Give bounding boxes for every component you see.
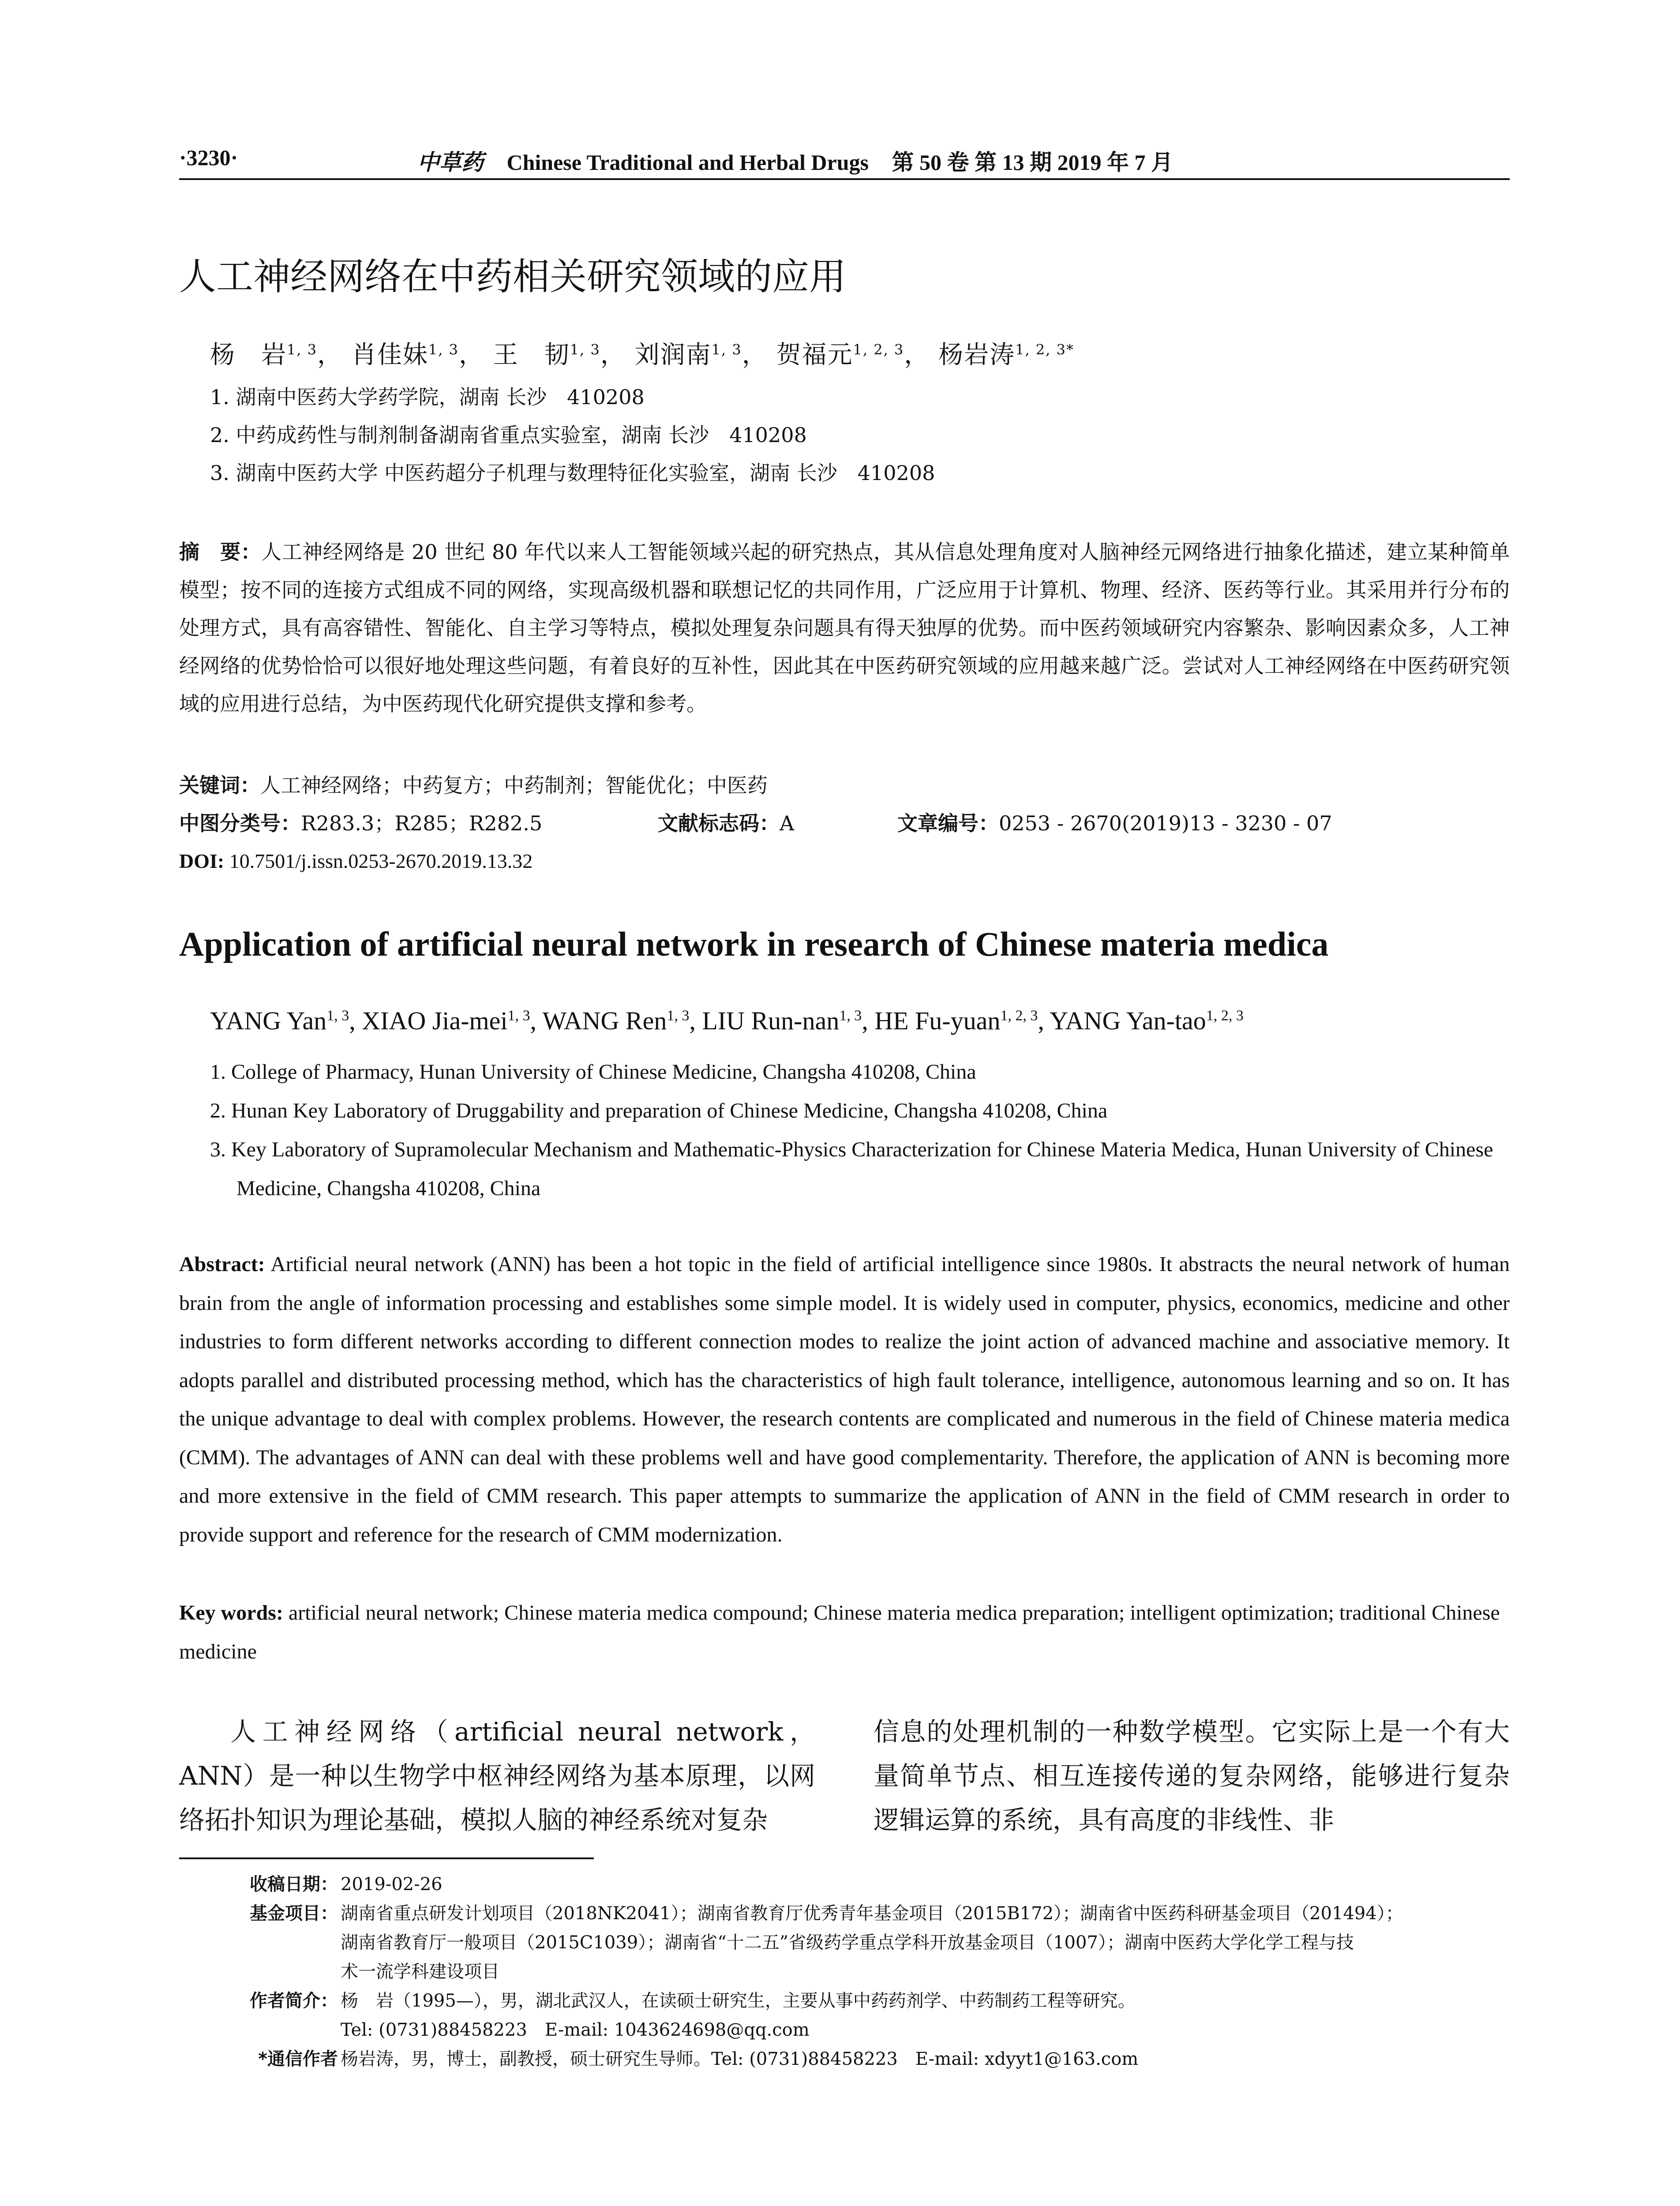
en-author-affil: 1, 3 [507,1007,530,1024]
en-affiliation: 3. Key Laboratory of Supramolecular Mechanism and Mathematic-Physics Characterization for Chinese Materia Medica, Hunan University of Chinese Medicine, Changsha 410208, China [210,1138,1493,1200]
cn-abstract [179,533,1510,723]
article-no-group [897,804,1332,842]
cn-author: 杨 岩 [210,341,287,369]
clc-label: 中图分类号： [179,811,301,835]
footnote-fund [179,1899,1510,1986]
en-keywords-label: Key words: [179,1601,283,1624]
cn-title: 人工神经网络在中药相关研究领域的应用 [179,255,847,298]
en-author-affil: 1, 3 [667,1007,690,1024]
en-keywords [179,1594,1510,1671]
fund-label: 基金项目： [250,1903,338,1924]
bio-line: 杨 岩（1995—），男，湖北武汉人，在读硕士研究生，主要从事中药药剂学、中药制药工程等研究。 [341,1991,1136,2011]
cn-author-affil: 1, 3 [711,341,742,358]
cn-keywords [179,766,1510,804]
en-affiliations [210,1053,1510,1208]
footnotes [179,1870,1510,2074]
fund-line: 术一流学科建设项目 [341,1962,499,1982]
clc-group [179,804,542,842]
en-affiliation: 2. Hunan Key Laboratory of Druggability and preparation of Chinese Medicine, Changsha 410208, China [210,1099,1108,1122]
en-author-affil: 1, 3 [839,1007,862,1024]
en-affiliation: 1. College of Pharmacy, Hunan University of Chinese Medicine, Changsha 410208, China [210,1060,976,1084]
bio-label: 作者简介： [250,1991,338,2011]
received-label: 收稿日期： [250,1874,338,1895]
fund-line: 湖南省教育厅一般项目（2015C1039）；湖南省“十二五”省级药学重点学科开放基金项目（1007）；湖南中医药大学化学工程与技 [341,1932,1354,1953]
cn-authors: 杨 岩$^{1, 3}$， 肖佳妹$^{1, 3}$， 王 韧$^{1, 3}$， 刘润南$^{1, 3}$， 贺福元$^{1, 2, 3}$， 杨岩涛$^{1, 2, 3*}$ [210,341,1074,369]
en-author: YANG Yan [210,1006,327,1035]
doc-code-group [658,804,794,842]
cn-author: 贺福元 [776,341,853,369]
received-value: 2019-02-26 [341,1874,442,1895]
en-keywords-text: artificial neural network; Chinese materia medica compound; Chinese materia medica preparation; intelligent optimization; traditional Chinese medicine [179,1601,1500,1663]
cn-author-affil: 1, 3 [287,341,318,358]
body-column-left: 人工神经网络（artificial neural network，ANN）是一种以生物学中枢神经网络为基本原理，以网络拓扑知识为理论基础，模拟人脑的神经系统对复杂 [179,1717,815,1835]
clc-value: R283.3；R285；R282.5 [301,811,543,835]
journal-line [417,145,1173,176]
doi-value: 10.7501/j.issn.0253-2670.2019.13.32 [229,850,533,872]
doi-label: DOI: [179,850,225,872]
cn-author-affil: 1, 3 [428,341,459,358]
cn-abstract-label: 摘 要： [179,540,262,564]
doc-code-label: 文献标志码： [658,811,780,835]
cn-author: 王 韧 [493,341,570,369]
fund-text [341,1899,1510,1986]
en-author: HE Fu-yuan [874,1006,1001,1035]
bio-line: Tel: (0731)88458223 E-mail: 1043624698@qq.com [341,2020,810,2040]
bio-text [341,1986,1510,2045]
fund-line: 湖南省重点研发计划项目（2018NK2041）；湖南省教育厅优秀青年基金项目（2015B172）；湖南省中医药科研基金项目（201494）； [341,1903,1403,1924]
footnote-bio [179,1986,1510,2045]
cn-affiliation: 2. 中药成药性与制剂制备湖南省重点实验室，湖南 长沙 410208 [210,423,807,447]
doi-line [179,842,532,880]
cn-author: 刘润南 [634,341,712,369]
cn-author-affil: 1, 2, 3* [1015,341,1074,358]
running-header [179,140,1510,183]
header-rule [179,178,1510,180]
en-author: LIU Run-nan [702,1006,840,1035]
cn-author-affil: 1, 3 [570,341,600,358]
cn-abstract-text: 人工神经网络是 20 世纪 80 年代以来人工智能领域兴起的研究热点，其从信息处理角度对人脑神经元网络进行抽象化描述，建立某种简单模型；按不同的连接方式组成不同的网络，实现高级机器和联想记忆的共同作用，广泛应用于计算机、物理、经济、医药等行业。其采用并行分布的处理方式，具有高容错性、智能化、自主学习等特点，模拟处理复杂问题具有得天独厚的优势。而中医药领域研究内容繁杂、影响因素众多，人工神经网络的优势恰恰可以很好地处理这些问题，有着良好的互补性，因此其在中医药研究领域的应用越来越广泛。尝试对人工神经网络在中医药研究领域的应用进行总结，为中医药现代化研究提供支撑和参考。 [179,540,1510,716]
en-author-affil: 1, 3 [326,1007,349,1024]
cn-affiliation: 3. 湖南中医药大学 中医药超分子机理与数理特征化实验室，湖南 长沙 410208 [210,461,935,485]
en-title: Application of artificial neural network in research of Chinese materia medica [179,925,1329,963]
doc-code-value: A [780,811,795,835]
cn-affiliations [210,381,935,495]
en-author: XIAO Jia-mei [362,1006,508,1035]
en-abstract [179,1245,1510,1554]
cn-author-affil: 1, 2, 3 [853,341,904,358]
corr-label: *通信作者 [258,2049,338,2069]
footnote-corresponding [179,2045,1510,2074]
article-no-label: 文章编号： [897,811,999,835]
en-abstract-text: Artificial neural network (ANN) has been a hot topic in the field of artificial intelligence since 1980s. It abstracts the neural network of human brain from the angle of information processing and establishes some simple model. It is widely used in computer, physics, economics, medicine and other industries to form different networks according to different connection modes to realize the joint action of advanced machine and associative memory. It adopts parallel and distributed processing method, which has the characteristics of high fault tolerance, intelligence, autonomous learning and so on. It has the unique advantage to deal with complex problems. However, the research contents are complicated and numerous in the field of Chinese materia medica (CMM). The advantages of ANN can deal with these problems well and have good complementarity. Therefore, the application of ANN is becoming more and more extensive in the field of CMM research. This paper attempts to summarize the application of ANN in the field of CMM research in order to provide support and reference for the research of CMM modernization. [179,1253,1510,1546]
page-number: ·3230· [179,145,238,170]
journal-issue: 第 50 卷 第 13 期 2019 年 7 月 [892,150,1173,175]
body-column-right: 信息的处理机制的一种数学模型。它实际上是一个有大量简单节点、相互连接传递的复杂网络，能够进行复杂逻辑运算的系统，具有高度的非线性、非 [874,1717,1510,1835]
cn-affiliation: 1. 湖南中医药大学药学院，湖南 长沙 410208 [210,385,645,409]
en-author: WANG Ren [542,1006,667,1035]
corr-text: 杨岩涛，男，博士，副教授，硕士研究生导师。Tel: (0731)88458223 E-mail: xdyyt1@163.com [341,2049,1139,2069]
journal-name-en: Chinese Traditional and Herbal Drugs [506,150,869,175]
journal-name-cn: 中草药 [417,150,484,175]
en-author: YANG Yan-tao [1050,1006,1206,1035]
article-no-value: 0253 - 2670(2019)13 - 3230 - 07 [999,811,1332,835]
footnote-rule [179,1857,594,1859]
footnote-received [179,1870,1510,1899]
cn-keywords-text: 人工神经网络；中药复方；中药制剂；智能优化；中医药 [260,773,768,797]
en-author-affil: 1, 2, 3 [1206,1007,1244,1024]
en-author-affil: 1, 2, 3 [1000,1007,1038,1024]
cn-keywords-label: 关键词： [179,773,260,797]
en-authors: YANG Yan$^{1, 3}$, XIAO Jia-mei$^{1, 3}$, WANG Ren$^{1, 3}$, LIU Run-nan$^{1, 3}$, HE Fu-yuan$^{1, 2, 3}$, YANG Yan-tao$^{1, 2, 3}$ [210,1006,1244,1035]
cn-author: 肖佳妹 [351,341,428,369]
cn-author: 杨岩涛 [938,341,1016,369]
en-abstract-label: Abstract: [179,1253,265,1276]
